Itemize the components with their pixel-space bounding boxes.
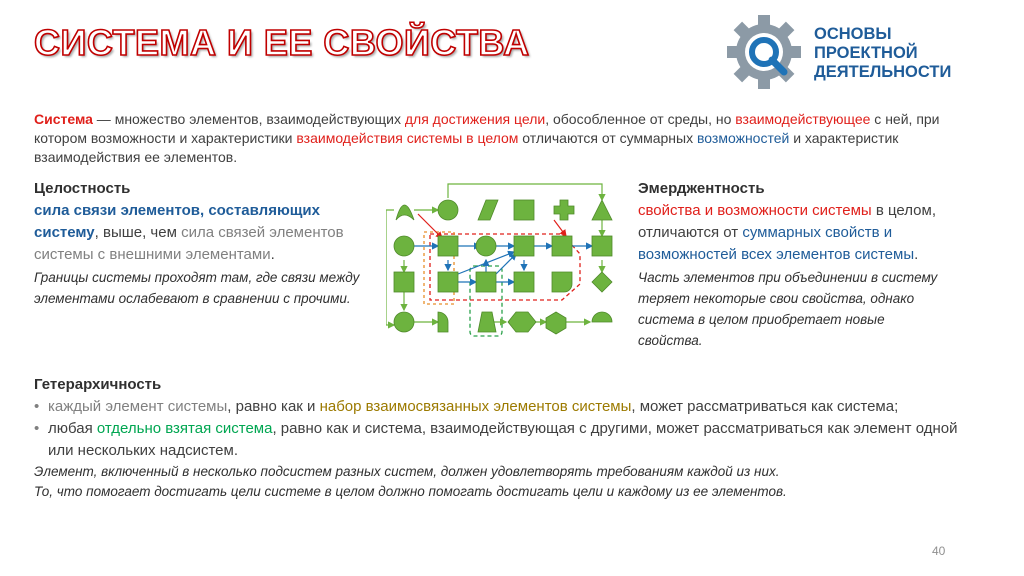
system-definition: Система — множество элементов, взаимодействующих для достижения цели, обособленное от среды, но взаимодействующее с ней, при котором возможности и характеристики взаимодействия системы в целом отличаются от суммарных возможностей и характеристик взаимодействия ее элементов. (34, 111, 940, 165)
emergence-note: Часть элементов при объединении в систему теряет некоторые свои свойства, однако система в целом приобретает новые свойства. (638, 270, 938, 348)
page-title: СИСТЕМА И ЕЕ СВОЙСТВА (34, 22, 530, 63)
bullet-icon: • (34, 398, 40, 415)
heterarchy-note-1: Элемент, включенный в несколько подсистем разных систем, должен удовлетворять требованиям каждой из них. (34, 464, 780, 479)
emergence-heading: Эмерджентность (638, 180, 765, 197)
bullet-icon: • (34, 420, 40, 437)
integrity-note: Границы системы проходят там, где связи между элементами ослабевают в сравнении с прочими. (34, 270, 360, 306)
heterarchy-block (34, 374, 984, 502)
integrity-heading: Целостность (34, 180, 131, 197)
page-number: 40 (932, 544, 946, 558)
gear-magnifier-icon (722, 14, 812, 90)
heterarchy-bullet-1: • каждый элемент системы, равно как и набор взаимосвязанных элементов системы, может рассматриваться как система; (34, 396, 984, 418)
heterarchy-heading: Гетерархичность (34, 376, 162, 393)
emergence-block (638, 178, 938, 351)
system-diagram (386, 180, 626, 340)
heterarchy-bullet-2: • любая отдельно взятая система, равно как и система, взаимодействующая с другими, может рассматриваться как элемент одной или нескольких надсистем. (34, 420, 958, 459)
integrity-block (34, 178, 364, 309)
integrity-text: сила связи элементов, составляющих систему, выше, чем сила связей элементов системы с внешними элементами. (34, 202, 344, 263)
heterarchy-note-2: То, что помогает достигать цели системе в целом должно помогать достигать цели и каждому из ее элементов. (34, 484, 787, 499)
logo-text: ОСНОВЫ ПРОЕКТНОЙ ДЕЯТЕЛЬНОСТИ (814, 25, 952, 81)
emergence-text: свойства и возможности системы в целом, отличаются от суммарных свойств и возможностей всех элементов системы. (638, 202, 937, 263)
